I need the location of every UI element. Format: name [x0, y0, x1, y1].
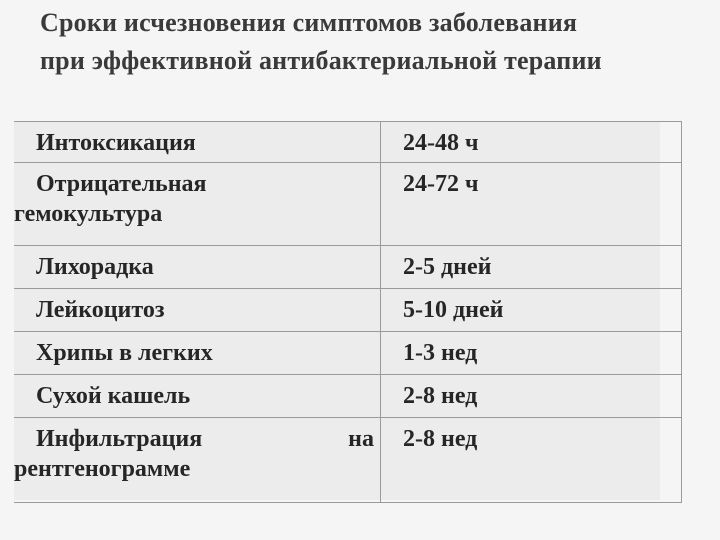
duration-cell [381, 122, 682, 163]
duration-value: 5-10 дней [403, 297, 504, 323]
symptom-label-line-2: гемокультура [14, 201, 163, 227]
symptom-label-line-1 [14, 424, 380, 454]
symptom-label-word: Инфильтрация [36, 426, 203, 452]
symptom-table-container [14, 121, 660, 500]
duration-cell [381, 163, 682, 246]
duration-cell [381, 332, 682, 375]
table-row [14, 163, 682, 246]
duration-cell [381, 289, 682, 332]
symptom-cell [14, 163, 381, 246]
symptom-cell [14, 246, 381, 289]
symptom-cell [14, 418, 381, 503]
symptom-cell [14, 375, 381, 418]
table-row [14, 418, 682, 503]
symptom-label: Лихорадка [36, 254, 154, 280]
symptom-label-line-2: рентгенограмме [14, 456, 191, 482]
duration-value: 24-72 ч [403, 171, 479, 197]
slide-title [40, 4, 710, 80]
duration-cell [381, 375, 682, 418]
symptom-label [14, 418, 380, 484]
title-line-1: Сроки исчезновения симптомов заболевания [40, 8, 578, 37]
symptom-label-word: на [348, 426, 374, 452]
symptom-label: Лейкоцитоз [36, 297, 165, 323]
duration-value: 2-8 нед [403, 383, 478, 409]
symptom-label: Хрипы в легких [36, 340, 213, 366]
duration-cell [381, 418, 682, 503]
duration-value: 24-48 ч [403, 130, 479, 156]
duration-value: 1-3 нед [403, 340, 478, 366]
duration-value: 2-5 дней [403, 254, 492, 280]
symptom-label-line-1: Отрицательная [36, 171, 207, 197]
table-row [14, 122, 682, 163]
table-row [14, 246, 682, 289]
symptom-cell [14, 122, 381, 163]
title-line-2: при эффективной антибактериальной терапии [40, 46, 602, 75]
table-row [14, 375, 682, 418]
symptom-cell [14, 289, 381, 332]
symptom-label [14, 163, 380, 229]
symptom-resolution-table [14, 121, 682, 503]
duration-cell [381, 246, 682, 289]
symptom-label: Интоксикация [36, 130, 196, 156]
duration-value: 2-8 нед [403, 426, 478, 452]
table-row [14, 332, 682, 375]
table-row [14, 289, 682, 332]
symptom-cell [14, 332, 381, 375]
symptom-label: Сухой кашель [36, 383, 191, 409]
